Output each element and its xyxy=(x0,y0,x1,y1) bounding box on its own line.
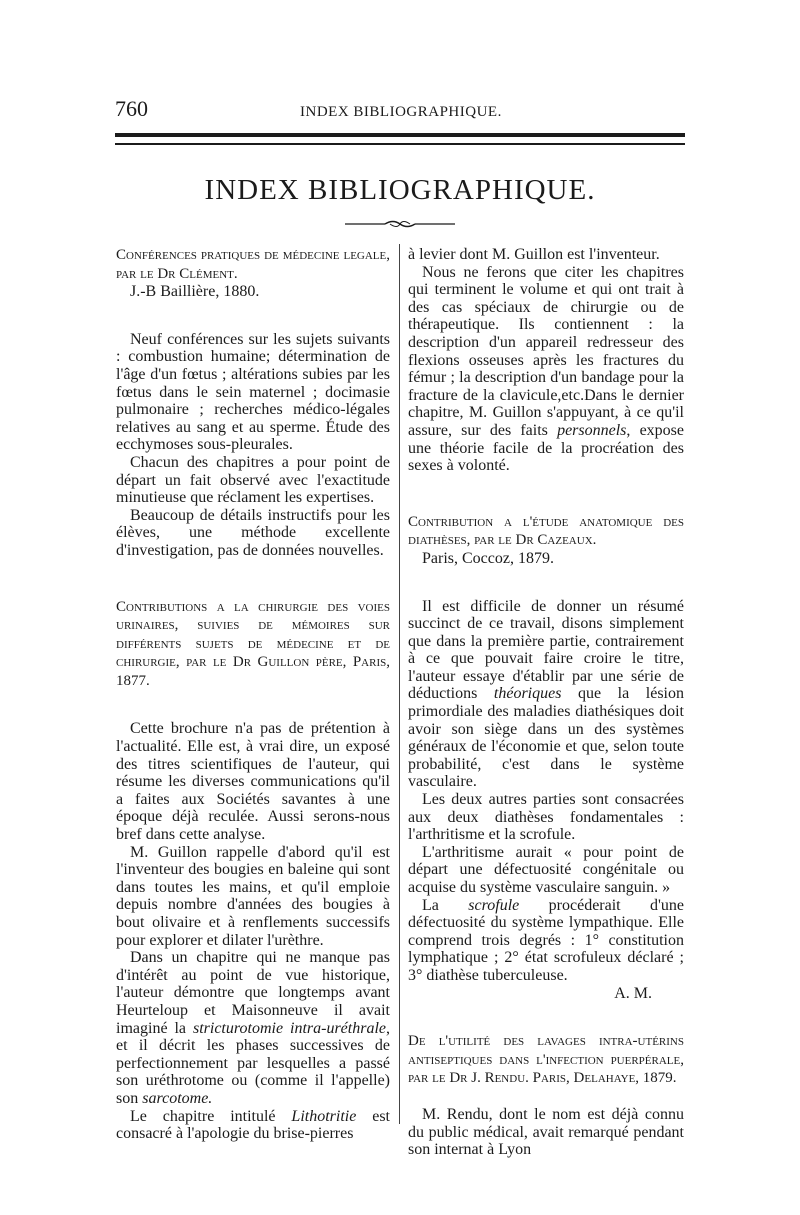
author-initials: A. M. xyxy=(614,984,652,1002)
paragraph: M. Guillon rappelle d'abord qu'il est l'inventeur des bougies en baleine qui sont dans toutes les mains, et qu'il emploie depuis nombre d'années des bougies à bout olivaire et à renflements successifs pour explorer et dilater l'urèthre. xyxy=(116,843,390,949)
paragraph: Le chapitre intitulé Lithotritie est consacré à l'apologie du brise-pierres xyxy=(116,1107,390,1143)
running-title: INDEX BIBLIOGRAPHIQUE. xyxy=(300,104,502,120)
paragraph: Dans un chapitre qui ne manque pas d'intérêt au point de vue historique, l'auteur démontre que longtemps avant Heurteloup et Maisonneuve il avait imaginé la stricturotomie intra-uréthrale, et il décrit les phases successives de perfectionnement par lesquelles a passé son uréthrotome ou (comme il l'appelle) son sarcotome. xyxy=(116,949,390,1107)
header-rule-thick xyxy=(115,133,685,137)
paragraph: Neuf conférences sur les sujets suivants : combustion humaine; détermination de l'âge d'un fœtus ; altérations subies par les fœtus dans le sein maternel ; docimasie pulmonaire ; recherches médico-légales relatives au sang et au sperme. Étude des ecchymoses sous-pleurales. xyxy=(116,330,390,454)
entry-heading-cazeaux: Contribution a l'étude anatomique des diathèses, par le Dr Cazeaux. Paris, Coccoz, 1879. xyxy=(408,513,684,567)
section-title: INDEX BIBLIOGRAPHIQUE. xyxy=(204,174,596,206)
ornament-divider-icon xyxy=(345,219,455,229)
paragraph: M. Rendu, dont le nom est déjà connu du public médical, avait remarqué pendant son internat à Lyon xyxy=(408,1105,684,1159)
header-rule-thin xyxy=(115,143,685,145)
page-number: 760 xyxy=(115,96,148,121)
paragraph: L'arthritisme aurait « pour point de départ une défectuosité congénitale ou acquise du système vasculaire sanguin. » xyxy=(408,843,684,896)
paragraph: Les deux autres parties sont consacrées aux deux diathèses fondamentales : l'arthritisme et la scrofule. xyxy=(408,791,684,844)
paragraph: Chacun des chapitres a pour point de départ un fait observé avec l'exactitude minutieuse que réclament les expertises. xyxy=(116,453,390,507)
paragraph: Nous ne ferons que citer les chapitres qui terminent le volume et qui ont trait à des cas spéciaux de chirurgie ou de thérapeutique. Ils contiennent : la description d'un appareil redresseur des flexions osseuses après les fractures du fémur ; la description d'un bandage pour la fracture de la clavicule,etc.Dans le dernier chapitre, M. Guillon s'appuyant, à ce qu'il assure, sur des faits personnels, expose une théorie facile de la procréation des sexes à volonté. xyxy=(408,263,684,475)
entry-heading-clement: Conférences pratiques de médecine legale, par le Dr Clément. J.-B Baillière, 1880. xyxy=(116,247,390,301)
paragraph: Cette brochure n'a pas de prétention à l'actualité. Elle est, à vrai dire, un exposé des titres scientifiques de l'auteur, qui résume les diverses communications qu'il a faites aux Sociétés savantes à une époque déjà reculée. Aussi serons-nous bref dans cette analyse. xyxy=(116,720,390,844)
running-head xyxy=(115,96,685,126)
column-divider xyxy=(399,244,400,1124)
right-column xyxy=(408,246,684,1159)
paragraph: La scrofule procéderait d'une défectuosité du système lympathique. Elle comprend trois degrés : 1° constitution lymphatique ; 2° état scrofuleux déclaré ; 3° diathèse tuberculeuse. xyxy=(408,896,685,984)
entry-heading-guillon: Contributions a la chirurgie des voies urinaires, suivies de mémoires sur différents sujets de médecine et de chirurgie, par le Dr Guillon père, Paris, 1877. xyxy=(116,598,390,689)
entry-heading-rendu: De l'utilité des lavages intra-utérins antiseptiques dans l'infection puerpérale, par le Dr J. Rendu. Paris, Delahaye, 1879. xyxy=(408,1033,684,1087)
paragraph: à levier dont M. Guillon est l'inventeur. xyxy=(408,246,660,263)
paragraph: Beaucoup de détails instructifs pour les élèves, une méthode excellente d'investigation, pas de données nouvelles. xyxy=(116,506,390,559)
left-column xyxy=(116,246,390,1143)
paragraph: Il est difficile de donner un résumé succinct de ce travail, disons simplement que dans la première partie, contrairement à ce que pouvait faire croire le titre, l'auteur essaye d'établir par une série de déductions théoriques que la lésion primordiale des maladies diathésiques doit avoir son siège dans un des systèmes généraux de l'économie et que, selon toute probabilité, c'est dans le système vasculaire. xyxy=(408,597,684,791)
